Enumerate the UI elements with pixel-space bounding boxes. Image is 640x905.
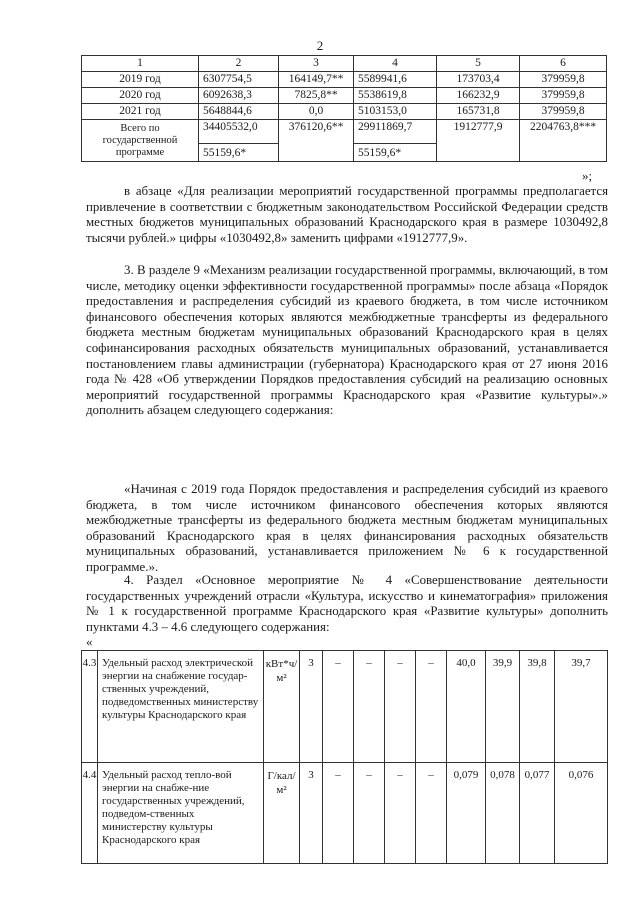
paragraph-text: в абзаце «Для реализации мероприятий государственной программы предполагается привлечение в соответствии с бюджетным законодательством Российской Федерации средств местных бюджетов муниципальных образований Краснодарского края в размере 1030492,8 тысячи рублей.» цифры «1030492,8» заменить цифрами «1912777,9». bbox=[86, 184, 608, 245]
cell: 165731,8 bbox=[437, 104, 520, 120]
cell: 7825,8** bbox=[279, 88, 354, 104]
row-number: 4.4 bbox=[82, 763, 98, 864]
cell: 379959,8 bbox=[520, 104, 607, 120]
header-cell: 3 bbox=[279, 56, 354, 72]
cell: – bbox=[323, 763, 354, 864]
paragraph bbox=[86, 184, 608, 246]
cell-value: 29911869,7 bbox=[358, 121, 413, 133]
cell: 5589941,6 bbox=[354, 72, 437, 88]
status: 3 bbox=[300, 763, 323, 864]
indicators-table bbox=[81, 650, 608, 864]
cell-value: 55159,6* bbox=[199, 143, 278, 161]
cell: 39,8 bbox=[520, 651, 555, 763]
header-cell: 5 bbox=[437, 56, 520, 72]
table-row bbox=[82, 88, 607, 104]
cell: 166232,9 bbox=[437, 88, 520, 104]
cell: 1912777,9 bbox=[437, 120, 520, 162]
paragraph-text: 4. Раздел «Основное мероприятие № 4 «Совершенствование деятельности государственных учреждений отрасли «Культура, искусство и кинематография» приложения № 1 к государственной программе Краснодарского края «Развитие культуры» дополнить пунктами 4.3 – 4.6 следующего содержания: bbox=[86, 573, 608, 634]
cell: 5538619,8 bbox=[354, 88, 437, 104]
header-cell: 2 bbox=[199, 56, 279, 72]
cell-value: 34405532,0 bbox=[203, 121, 258, 133]
status: 3 bbox=[300, 651, 323, 763]
paragraph-text: «Начиная с 2019 года Порядок предоставления и распределения субсидий из краевого бюджета, в том числе источником финансового обеспечения которых являются межбюджетные трансферты из федерального бюджета местным бюджетам муниципальных образований Краснодарского края в целях финансирования расходных обязательств муниципальных образований, устанавливается приложением № 6 к государственной программе.». bbox=[86, 482, 608, 574]
unit: кВт*ч/м² bbox=[264, 651, 300, 763]
table-row-total bbox=[82, 120, 607, 162]
row-label: 2021 год bbox=[82, 104, 199, 120]
page-number: 2 bbox=[316, 38, 324, 53]
cell: 2204763,8*** bbox=[520, 120, 607, 162]
row-label: Всего по государственной программе bbox=[82, 120, 199, 162]
header-cell: 1 bbox=[82, 56, 199, 72]
cell bbox=[199, 120, 279, 162]
unit: Г/кал/м² bbox=[264, 763, 300, 864]
opening-quote: « bbox=[86, 634, 93, 649]
cell: – bbox=[323, 651, 354, 763]
cell-value: 55159,6* bbox=[354, 143, 436, 161]
cell: 0,077 bbox=[520, 763, 555, 864]
cell: – bbox=[385, 763, 416, 864]
paragraph bbox=[86, 482, 608, 576]
cell: – bbox=[416, 651, 447, 763]
header-cell: 6 bbox=[520, 56, 607, 72]
cell: 39,7 bbox=[555, 651, 608, 763]
budget-table bbox=[81, 55, 607, 162]
row-number: 4.3 bbox=[82, 651, 98, 763]
cell: – bbox=[354, 651, 385, 763]
cell: 6307754,5 bbox=[199, 72, 279, 88]
indicator-name: Удельный расход электрической энергии на снабжение государ-ственных учреждений, подведомственных министерству культуры Краснодарского края bbox=[98, 651, 264, 763]
cell: 39,9 bbox=[486, 651, 520, 763]
cell: 0,079 bbox=[447, 763, 486, 864]
table-row bbox=[82, 763, 608, 864]
cell: 0,078 bbox=[486, 763, 520, 864]
cell: 0,0 bbox=[279, 104, 354, 120]
indicator-name: Удельный расход тепло-вой энергии на снабже-ние государственных учреждений, подведом-ственных министерству культуры Краснодарского края bbox=[98, 763, 264, 864]
header-cell: 4 bbox=[354, 56, 437, 72]
cell: 5103153,0 bbox=[354, 104, 437, 120]
cell: 376120,6** bbox=[279, 120, 354, 162]
cell: 173703,4 bbox=[437, 72, 520, 88]
row-label: 2020 год bbox=[82, 88, 199, 104]
cell: – bbox=[354, 763, 385, 864]
table-row bbox=[82, 104, 607, 120]
cell: 379959,8 bbox=[520, 72, 607, 88]
paragraph-text: 3. В разделе 9 «Механизм реализации государственной программы, включающий, в том числе, методику оценки эффективности государственной программы» после абзаца «Порядок предоставления и распределения субсидий из краевого бюджета, в том числе источником финансового обеспечения которых являются межбюджетные трансферты из федерального бюджета местным бюджетам муниципальных образований Краснодарского края в целях софинансирования расходных обязательств муниципальных образований, устанавливается постановлением главы администрации (губернатора) Краснодарского края от 27 июня 2016 года № 428 «Об утверждении Порядков предоставления субсидий на реализацию основных мероприятий государственной программы Краснодарского края «Развитие культуры».» дополнить абзацем следующего содержания: bbox=[86, 263, 608, 418]
closing-quote: »; bbox=[582, 168, 593, 183]
table-header-row bbox=[82, 56, 607, 72]
cell: 164149,7** bbox=[279, 72, 354, 88]
cell: – bbox=[385, 651, 416, 763]
paragraph bbox=[86, 263, 608, 419]
cell: 0,076 bbox=[555, 763, 608, 864]
cell: 5648844,6 bbox=[199, 104, 279, 120]
cell: – bbox=[416, 763, 447, 864]
cell: 379959,8 bbox=[520, 88, 607, 104]
table-row bbox=[82, 72, 607, 88]
row-label: 2019 год bbox=[82, 72, 199, 88]
table-row bbox=[82, 651, 608, 763]
paragraph bbox=[86, 573, 608, 635]
cell: 6092638,3 bbox=[199, 88, 279, 104]
cell bbox=[354, 120, 437, 162]
cell: 40,0 bbox=[447, 651, 486, 763]
